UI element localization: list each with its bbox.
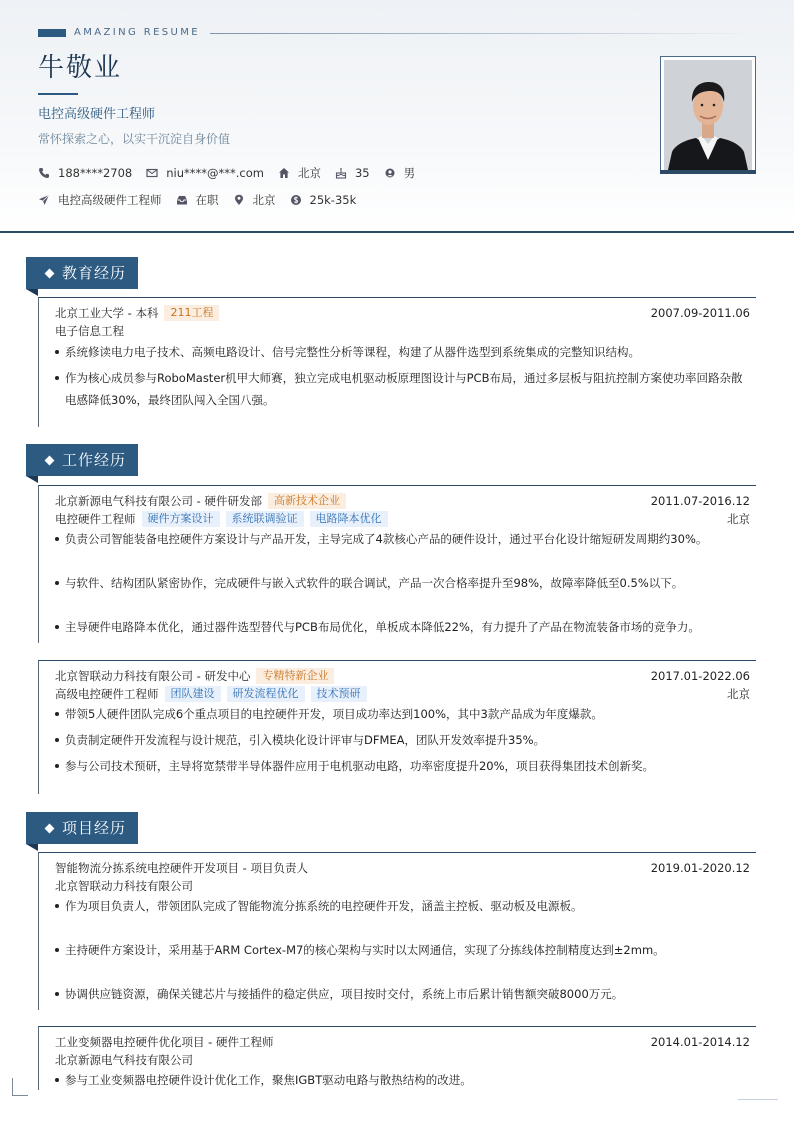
section-header-education [26, 257, 138, 289]
list-item: 主导硬件电路降本优化，通过器件选型替代与PCB布局优化，单板成本降低22%，有力提升了产品在物流装备市场的竞争力。 [55, 616, 750, 638]
money-icon [290, 194, 302, 206]
cake-icon [335, 167, 347, 179]
candidate-title: 电控高级硬件工程师 [38, 107, 156, 122]
list-item: 参与工业变频器电控硬件设计优化工作，聚焦IGBT驱动电路与散热结构的改进。 [55, 1069, 750, 1091]
education-entry [38, 297, 756, 427]
project-date: 2019.01-2020.12 [650, 861, 750, 875]
location-icon [233, 194, 245, 206]
list-item: 与软件、结构团队紧密协作，完成硬件与嵌入式软件的联合调试，产品一次合格率提升至98%，故障率降低至0.5%以下。 [55, 572, 750, 594]
project-name: 智能物流分拣系统电控硬件开发项目 - 项目负责人 [55, 861, 308, 875]
diamond-icon [45, 268, 55, 278]
project-company: 北京智联动力科技有限公司 [55, 879, 193, 893]
list-item: 系统修读电力电子技术、高频电路设计、信号完整性分析等课程，构建了从器件选型到系统集成的完整知识结构。 [55, 341, 750, 363]
list-item: 主持硬件方案设计，采用基于ARM Cortex-M7的核心架构与实时以太网通信，实现了分拣线体控制精度达到±2mm。 [55, 939, 750, 961]
section-header-projects [26, 812, 138, 844]
section-fold [26, 844, 38, 851]
age-text: 35 [354, 166, 370, 180]
section-title: 工作经历 [62, 451, 127, 469]
salary-item [290, 193, 357, 207]
inbox-icon [176, 194, 188, 206]
tag-accent-bar [38, 29, 66, 37]
list-item: 带领5人硬件团队完成6个重点项目的电控硬件开发，项目成功率达到100%，其中3款产品成为年度爆款。 [55, 703, 750, 725]
skill-tag: 硬件方案设计 [142, 511, 220, 527]
education-date: 2007.09-2011.06 [650, 306, 750, 320]
section-title: 项目经历 [62, 819, 127, 837]
target-city-text: 北京 [252, 193, 276, 207]
project-name: 工业变频器电控硬件优化项目 - 硬件工程师 [55, 1035, 274, 1049]
project-entry [38, 1026, 756, 1090]
section-fold [26, 476, 38, 483]
diamond-icon [45, 455, 55, 465]
header-divider [0, 231, 794, 233]
status-text: 在职 [195, 193, 219, 207]
list-item: 作为项目负责人，带领团队完成了智能物流分拣系统的电控硬件开发，涵盖主控板、驱动板及电源板。 [55, 895, 750, 917]
skill-tag: 团队建设 [165, 686, 221, 702]
send-icon [38, 194, 50, 206]
home-text: 北京 [297, 166, 321, 180]
work-city: 北京 [727, 512, 750, 526]
section-header-work [26, 444, 138, 476]
section-title: 教育经历 [62, 264, 127, 282]
work-entry [38, 660, 756, 794]
project-date: 2014.01-2014.12 [650, 1035, 750, 1049]
gender-item [384, 165, 416, 181]
profile-photo [660, 56, 756, 174]
phone-item [38, 166, 132, 180]
work-city: 北京 [727, 687, 750, 701]
corner-mark [738, 1099, 778, 1100]
target-role-text: 电控高级硬件工程师 [58, 193, 162, 207]
company-name: 北京新源电气科技有限公司 - 硬件研发部 [55, 494, 262, 508]
mail-icon [146, 167, 158, 179]
home-icon [278, 167, 290, 179]
school-badge: 211工程 [164, 305, 219, 321]
diamond-icon [45, 823, 55, 833]
resume-tag: AMAZING RESUME [74, 27, 200, 38]
major: 电子信息工程 [55, 324, 124, 338]
status-item [176, 192, 219, 208]
job-intent-row [38, 192, 370, 208]
target-city-item [233, 192, 276, 208]
age-item [335, 166, 370, 180]
work-date: 2011.07-2016.12 [650, 494, 750, 508]
skill-tag: 技术预研 [311, 686, 367, 702]
name-underline [38, 93, 78, 95]
skill-tag: 研发流程优化 [227, 686, 305, 702]
list-item: 作为核心成员参与RoboMaster机甲大师赛，独立完成电机驱动板原理图设计与PCB布局，通过多层板与阻抗控制方案使功率回路杂散电感降低30%，最终团队闯入全国八强。 [55, 367, 750, 411]
gender-text: 男 [403, 166, 416, 180]
project-company: 北京新源电气科技有限公司 [55, 1053, 193, 1067]
company-badge: 高新技术企业 [268, 493, 346, 509]
candidate-name: 牛敬业 [38, 53, 123, 83]
gender-icon [384, 167, 396, 179]
home-item [278, 165, 321, 181]
company-badge: 专精特新企业 [256, 668, 334, 684]
salary-text: 25k-35k [309, 193, 357, 207]
phone-icon [38, 167, 50, 179]
work-entry [38, 485, 756, 643]
section-fold [26, 289, 38, 296]
job-role: 电控硬件工程师 [55, 512, 136, 526]
photo-base-bar [660, 170, 756, 174]
avatar [664, 60, 752, 170]
skill-tag: 电路降本优化 [310, 511, 388, 527]
work-date: 2017.01-2022.06 [650, 669, 750, 683]
candidate-motto: 常怀探索之心，以实干沉淀自身价值 [38, 132, 231, 146]
corner-mark [12, 1078, 28, 1096]
tag-divider [210, 33, 755, 34]
target-role-item [38, 192, 162, 208]
list-item: 负责公司智能装备电控硬件方案设计与产品开发，主导完成了4款核心产品的硬件设计，通过平台化设计缩短研发周期约30%。 [55, 528, 750, 550]
contact-row [38, 165, 429, 181]
email-text: niu****@***.com [166, 166, 264, 180]
phone-text: 188****2708 [58, 166, 133, 180]
email-item [146, 166, 264, 180]
school-name: 北京工业大学 - 本科 [55, 306, 159, 320]
skill-tag: 系统联调验证 [226, 511, 304, 527]
list-item: 协调供应链资源，确保关键芯片与接插件的稳定供应，项目按时交付，系统上市后累计销售额突破8000万元。 [55, 983, 750, 1005]
project-entry [38, 852, 756, 1010]
company-name: 北京智联动力科技有限公司 - 研发中心 [55, 669, 251, 683]
list-item: 参与公司技术预研，主导将宽禁带半导体器件应用于电机驱动电路，功率密度提升20%，项目获得集团技术创新奖。 [55, 755, 750, 777]
list-item: 负责制定硬件开发流程与设计规范，引入模块化设计评审与DFMEA，团队开发效率提升35%。 [55, 729, 750, 751]
job-role: 高级电控硬件工程师 [55, 687, 159, 701]
